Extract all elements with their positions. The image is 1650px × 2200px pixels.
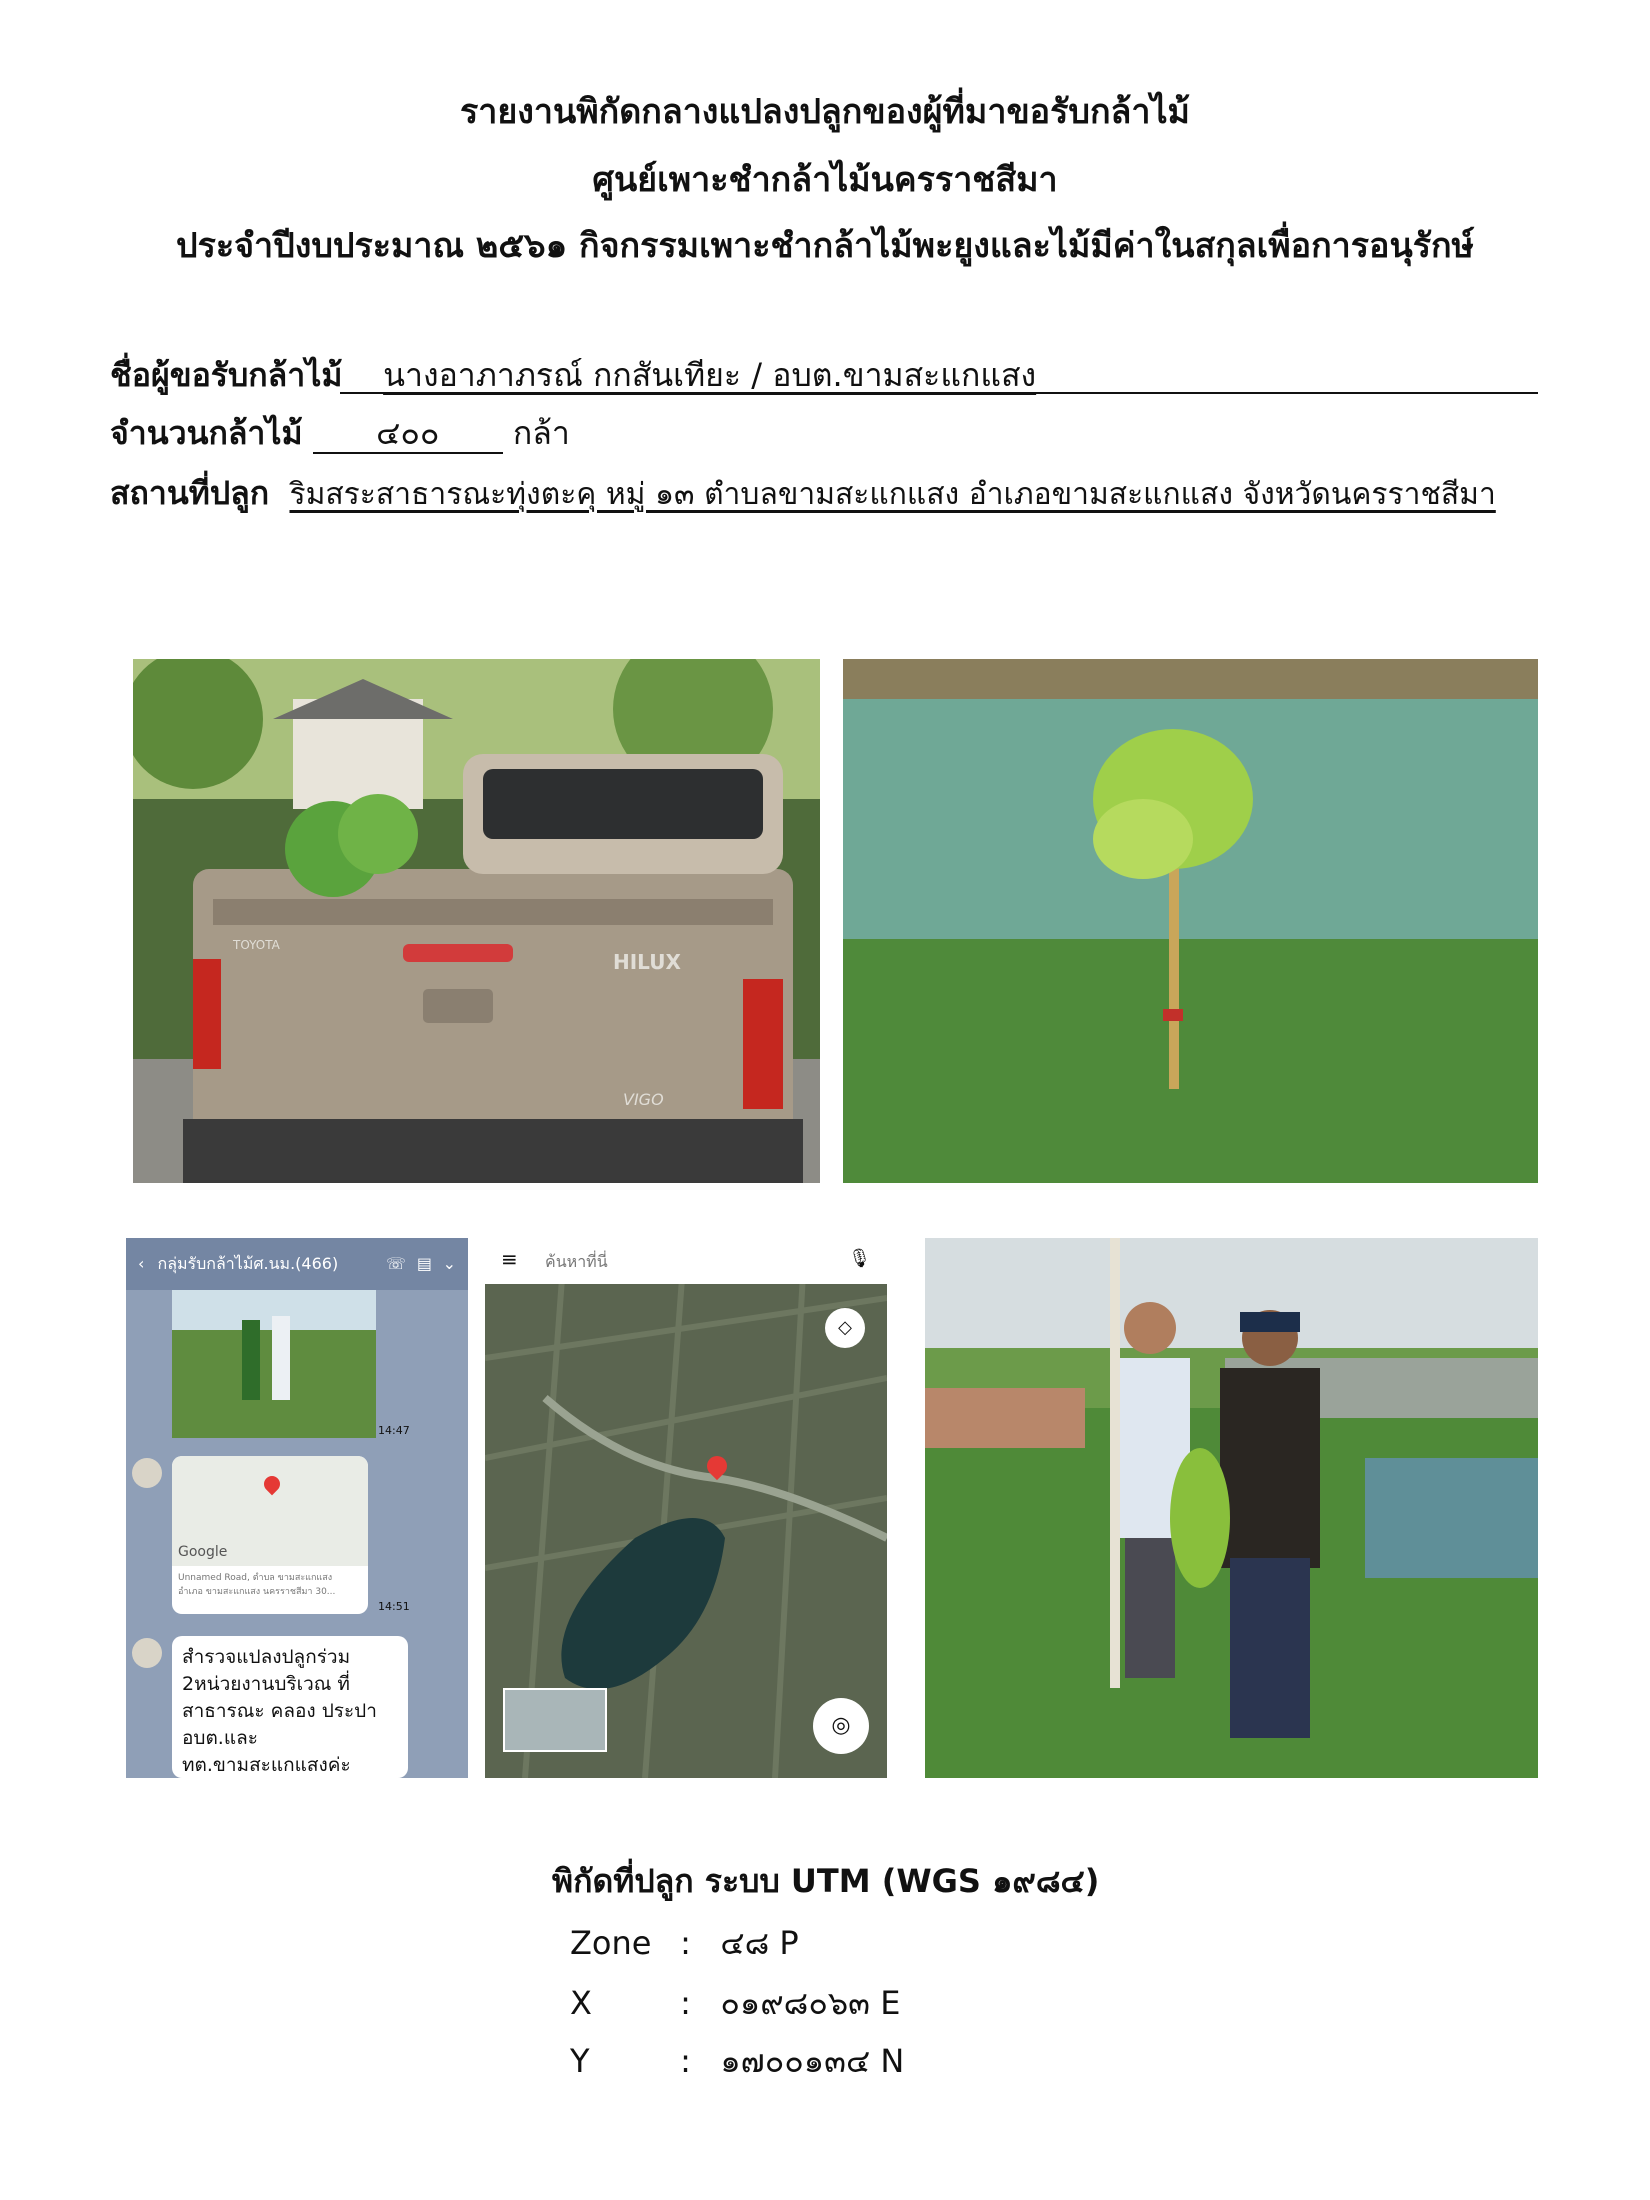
zone-sep: : [680, 1924, 691, 1962]
sapling-illustration [843, 659, 1538, 1183]
x-key: X [570, 1984, 592, 2022]
y-row [570, 2038, 904, 2084]
street-view-thumbnail[interactable] [503, 1688, 607, 1752]
count-value: ๔๐๐ [376, 414, 440, 452]
avatar [132, 1638, 162, 1668]
chat-photo-person2 [272, 1316, 290, 1400]
center-name: ศูนย์เพาะชำกล้าไม้นครราชสีมา [592, 160, 1058, 200]
truck-badge-toyota: TOYOTA [233, 938, 280, 952]
count-unit: กล้า [512, 414, 570, 452]
photo-map-screenshot [485, 1238, 887, 1778]
hamburger-menu-icon[interactable]: ≡ [501, 1247, 518, 1271]
mic-icon[interactable]: 🎙 [848, 1248, 871, 1269]
recipient-label: ชื่อผู้ขอรับกล้าไม้ [110, 356, 343, 394]
survey-team-illustration [925, 1238, 1538, 1778]
count-label: จำนวนกล้าไม้ [110, 414, 303, 452]
photo-truck-seedlings [133, 659, 820, 1183]
map-search-input[interactable]: ค้นหาที่นี่ [545, 1252, 608, 1271]
x-value: ๐๑๙๘๐๖๓ E [720, 1984, 901, 2022]
fiscal-year-activity: ประจำปีงบประมาณ ๒๕๖๑ กิจกรรมเพาะชำกล้าไม้พะยูงและไม้มีค่าในสกุลเพื่อการอนุรักษ์ [176, 226, 1474, 266]
location-value: ริมสระสาธารณะทุ่งตะคุ หมู่ ๑๓ ตำบลขามสะแกแสง อำเภอขามสะแกแสง จังหวัดนครราชสีมา [289, 477, 1496, 512]
report-title: รายงานพิกัดกลางแปลงปลูกของผู้ที่มาขอรับกล้าไม้ [460, 92, 1190, 132]
photo-survey-team [925, 1238, 1538, 1778]
avatar [132, 1458, 162, 1488]
zone-row [570, 1920, 799, 1966]
chat-header-bar [126, 1238, 468, 1290]
x-sep: : [680, 1984, 691, 2022]
chat-time-1: 14:47 [378, 1424, 410, 1437]
photo-sapling-pond [843, 659, 1538, 1183]
layers-button[interactable]: ◇ [825, 1308, 865, 1348]
photo-chat-screenshot [126, 1238, 468, 1778]
chat-photo-person1 [242, 1320, 260, 1400]
y-sep: : [680, 2042, 691, 2080]
chat-map-bubble [172, 1456, 368, 1614]
x-row [570, 1980, 900, 2026]
phone-icon: ☏ [385, 1254, 406, 1273]
location-label: สถานที่ปลูก [110, 474, 270, 512]
chat-message-bubble [172, 1636, 408, 1778]
chat-photo-bubble [172, 1290, 376, 1438]
menu-icon: ▤ [416, 1254, 432, 1273]
chat-message-text: สำรวจแปลงปลูกร่วม 2หน่วยงานบริเวณ ที่สาธารณะ คลอง ประปาอบต.และ ทต.ขามสะแกแสงค่ะ [182, 1646, 377, 1776]
count-value-wrap [313, 414, 503, 454]
truck-badge-hilux: HILUX [613, 950, 681, 974]
chat-group-title: กลุ่มรับกล้าไม้ศ.นม.(466) [157, 1254, 339, 1273]
y-key: Y [570, 2042, 590, 2080]
zone-key: Zone [570, 1924, 652, 1962]
count-field [110, 410, 570, 456]
chat-map-caption-2: อำเภอ ขามสะแกแสง นครราชสีมา 30... [178, 1587, 336, 1597]
my-location-button[interactable]: ◎ [813, 1698, 869, 1754]
chat-google-logo: Google [178, 1544, 228, 1560]
location-field [110, 470, 1496, 518]
truck-illustration [133, 659, 820, 1183]
recipient-underline [340, 392, 1538, 394]
y-value: ๑๗๐๐๑๓๔ N [720, 2042, 905, 2080]
recipient-value: นางอาภาภรณ์ กกสันเทียะ / อบต.ขามสะแกแสง [383, 356, 1037, 394]
chat-time-2: 14:51 [378, 1600, 410, 1613]
chat-map-caption-1: Unnamed Road, ตำบล ขามสะแกแสง [178, 1573, 333, 1583]
zone-value: ๔๘ P [720, 1924, 799, 1962]
back-icon: ‹ [138, 1254, 145, 1273]
chevron-down-icon: ⌄ [442, 1254, 456, 1273]
map-search-bar[interactable] [485, 1238, 887, 1284]
coordinates-title: พิกัดที่ปลูก ระบบ UTM (WGS ๑๙๘๔) [552, 1862, 1100, 1900]
truck-badge-vigo: VIGO [623, 1090, 664, 1109]
